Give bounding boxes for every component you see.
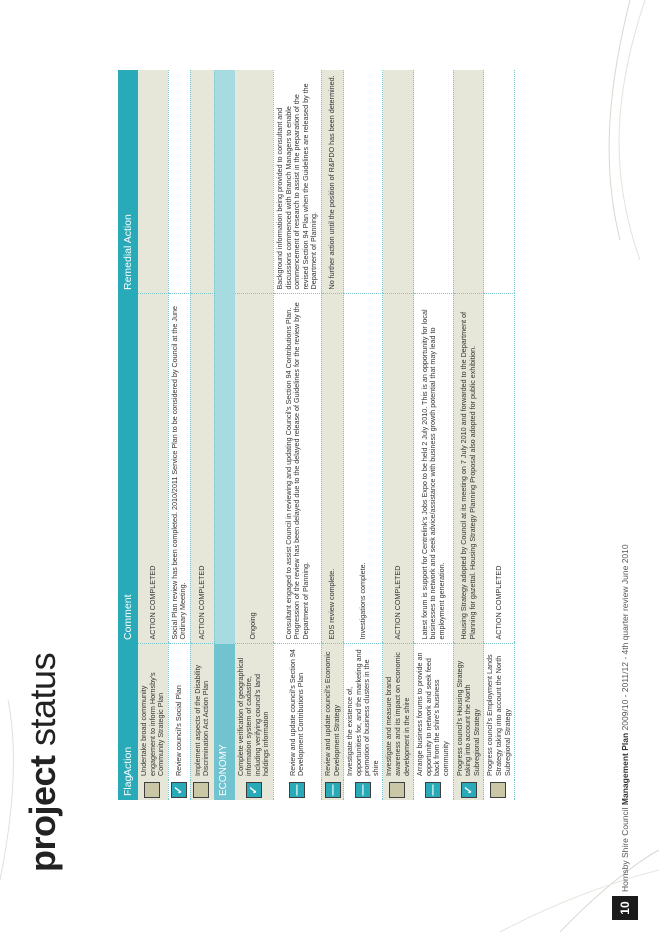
table-row	[484, 70, 515, 800]
not-applicable-icon	[193, 782, 209, 798]
flag-cell	[168, 780, 190, 800]
comment-cell: Latest forum is support for Centrelink's Jobs Expo to be held 2 July 2010. This is an opportunity for local businesses to network and seek advice/assistance with business growth potential that may lead to employment generation.	[414, 294, 453, 644]
remedial-cell	[190, 70, 214, 294]
action-cell: Complete verification of geographical information system of cadastre, including verifying council's land holdings information	[235, 644, 274, 780]
table-row	[235, 70, 274, 800]
check-icon: ✓	[246, 782, 262, 798]
page-number: 10	[612, 896, 638, 920]
flag-cell	[273, 780, 321, 800]
flag-cell	[484, 780, 515, 800]
footer-council: Hornsby Shire Council	[620, 805, 630, 892]
dash-icon: —	[325, 782, 341, 798]
flag-cell	[453, 780, 484, 800]
table-row	[414, 70, 453, 800]
comment-cell: ACTION COMPLETED	[138, 294, 168, 644]
action-cell: Implement aspects of the Disability Discrimination Act Action Plan	[190, 644, 214, 780]
comment-cell: ACTION COMPLETED	[190, 294, 214, 644]
flag-cell	[190, 780, 214, 800]
flag-cell	[321, 780, 343, 800]
header-remedial: Remedial Action	[118, 70, 138, 294]
comment-cell: ACTION COMPLETED	[484, 294, 515, 644]
remedial-cell	[168, 70, 190, 294]
section-row-economy	[214, 70, 235, 800]
table-row	[321, 70, 343, 800]
remedial-cell	[414, 70, 453, 294]
table-row	[453, 70, 484, 800]
flag-cell	[138, 780, 168, 800]
flag-cell	[235, 780, 274, 800]
remedial-cell: No further action until the position of R&PDO has been determined.	[321, 70, 343, 294]
header-action: Action	[118, 644, 138, 780]
footer-plan: Management Plan	[620, 732, 630, 806]
table-row	[273, 70, 321, 800]
not-applicable-icon	[144, 782, 160, 798]
table-row	[168, 70, 190, 800]
project-status-table	[118, 70, 515, 800]
comment-cell: Ongoing	[235, 294, 274, 644]
comment-cell: ACTION COMPLETED	[383, 294, 414, 644]
remedial-cell: Background information being provided to consultant and discussions commenced with Branch Managers to enable commencement of research to assist in the preparation of the revised Section 94 Plan when the Guidelines are released by the Department of Planning.	[273, 70, 321, 294]
action-cell: Review council's Social Plan	[168, 644, 190, 780]
not-applicable-icon	[389, 782, 405, 798]
remedial-cell	[453, 70, 484, 294]
action-cell: Arrange business forums to provide an opportunity to network and seek feed back from the shire's business community	[414, 644, 453, 780]
remedial-cell	[138, 70, 168, 294]
comment-cell: Investigations complete.	[344, 294, 383, 644]
title-regular: status	[22, 652, 63, 756]
action-cell: Undertake broad community engagement to inform Hornsby's Community Strategic Plan	[138, 644, 168, 780]
table-row	[190, 70, 214, 800]
header-comment: Comment	[118, 294, 138, 644]
dash-icon: —	[355, 782, 371, 798]
table-row	[138, 70, 168, 800]
dash-icon: —	[289, 782, 305, 798]
page-title	[22, 653, 64, 872]
check-icon: ✓	[461, 782, 477, 798]
action-cell: Progress council's Housing Strategy taking into account the North Subregional Strategy	[453, 644, 484, 780]
section-label: ECONOMY	[214, 644, 235, 800]
action-cell: Review and update council's Section 94 Development Contributions Plan	[273, 644, 321, 780]
title-bold: project	[22, 755, 63, 872]
flag-cell	[344, 780, 383, 800]
not-applicable-icon	[490, 782, 506, 798]
comment-cell: Consultant engaged to assist Council in reviewing and updating Council's Section 94 Contributions Plan. Progression of the review has been delayed due to the delayed release of Guidelines for the review by the Department of Planning.	[273, 294, 321, 644]
flag-cell	[414, 780, 453, 800]
remedial-cell	[484, 70, 515, 294]
action-cell: Review and update council's Economic Development Strategy	[321, 644, 343, 780]
check-icon: ✓	[171, 782, 187, 798]
action-cell: Investigate and measure brand awareness and its impact on economic development in the shire	[383, 644, 414, 780]
remedial-cell	[383, 70, 414, 294]
comment-cell: Social Plan review has been completed. 2010/2011 Service Plan to be considered by Council at the June Ordinary Meeting.	[168, 294, 190, 644]
dash-icon: —	[425, 782, 441, 798]
comment-cell: Housing Strategy adopted by Council at its meeting on 7 July 2010 and forwarded to the Department of Planning for gazettal. Housing Strategy Planning Proposal also adopted for public exhibition.	[453, 294, 484, 644]
remedial-cell	[235, 70, 274, 294]
footer	[620, 544, 630, 892]
header-flag: Flag	[118, 780, 138, 800]
footer-rest: 2009/10 - 2011/12 - 4th quarter review June 2010	[620, 544, 630, 733]
comment-cell: EDS review complete.	[321, 294, 343, 644]
table-header-row	[118, 70, 138, 800]
table-row	[383, 70, 414, 800]
remedial-cell	[344, 70, 383, 294]
table-body	[138, 70, 515, 800]
flag-cell	[383, 780, 414, 800]
action-cell: Investigate the existence of, opportunities for, and the marketing and promotion of business clusters in the shire	[344, 644, 383, 780]
action-cell: Progress council's Employment Lands Strategy taking into account the North Subregional Strategy	[484, 644, 515, 780]
table-row	[344, 70, 383, 800]
section-fill	[214, 70, 235, 644]
